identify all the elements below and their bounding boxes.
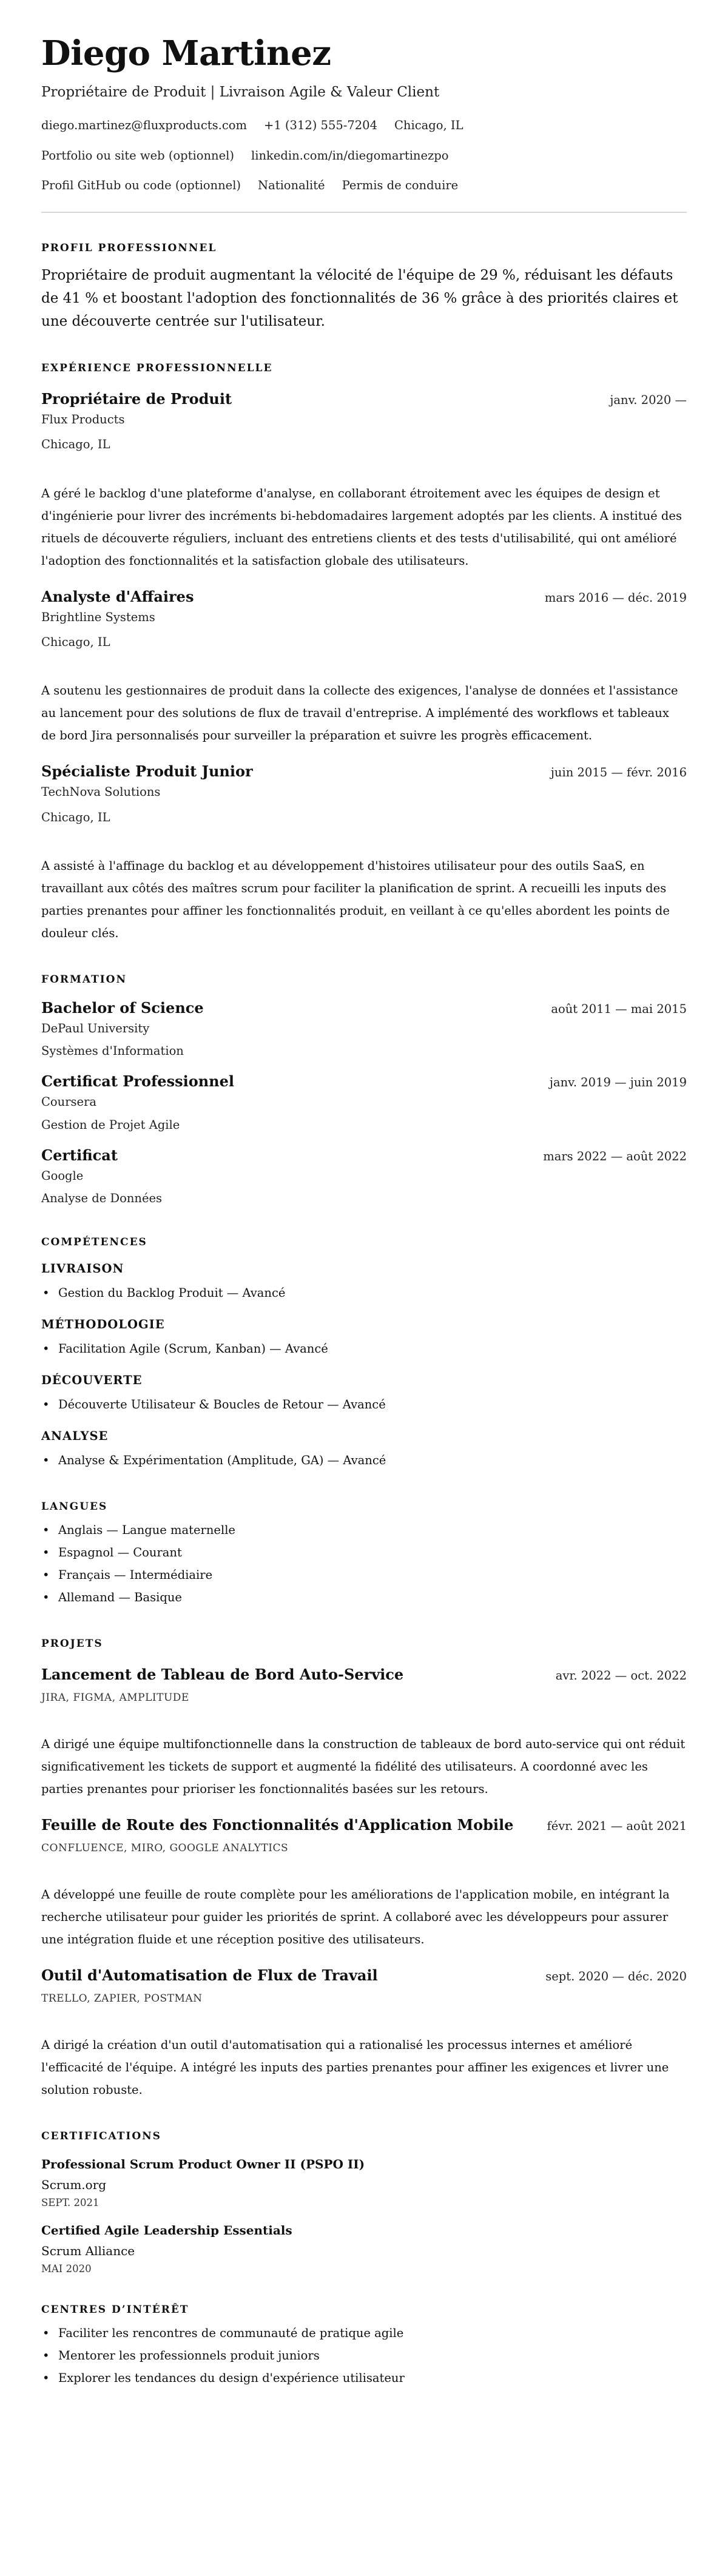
project-dates: sept. 2020 — déc. 2020: [545, 1969, 687, 1983]
languages-list: [41, 1519, 687, 1609]
job-description: A géré le backlog d'une plateforme d'analyse, en collaborant étroitement avec les équipes de design et d'ingénierie pour livrer des incréments bi-hebdomadaires largement adoptés par les clients. A institué des rituels de découverte réguliers, incluant des entretiens clients et des tests d'utilisabilité, qui ont amélioré l'adoption des fonctionnalités et la satisfaction globale des utilisateurs.: [41, 486, 682, 568]
entry-header: [41, 1816, 687, 1834]
language-item: • Allemand — Basique: [41, 1586, 687, 1609]
entry-header: [41, 1072, 687, 1090]
project-entry: [41, 1966, 687, 2101]
candidate-name: Diego Martinez: [41, 33, 331, 73]
skill-category: MÉTHODOLOGIE: [41, 1317, 165, 1331]
experience-entry: [41, 390, 687, 572]
education-dates: janv. 2019 — juin 2019: [549, 1075, 687, 1090]
job-title: Propriétaire de Produit: [41, 390, 232, 408]
experience-section: [41, 362, 687, 944]
certification-name: Certified Agile Leadership Essentials: [41, 2222, 292, 2238]
section-title: PROFIL PROFESSIONNEL: [41, 242, 217, 255]
language-item: • Français — Intermédiaire: [41, 1564, 687, 1586]
summary-text: Propriétaire de produit augmentant la vélocité de l'équipe de 29 %, réduisant les défauts de 41 % et boostant l'adoption des fonctionnalités de 36 % grâce à des priorités claires et une découverte centrée sur l'utilisateur.: [41, 267, 678, 330]
company-name: Brightline Systems: [41, 610, 155, 624]
job-dates: juin 2015 — févr. 2016: [550, 765, 687, 780]
contact-row: [41, 176, 687, 195]
entry-header: [41, 1666, 687, 1683]
skill-list: [41, 1337, 687, 1360]
experience-entry: [41, 762, 687, 944]
contact-item: diego.martinez@fluxproducts.com: [41, 118, 247, 133]
experience-entry: [41, 588, 687, 747]
skill-item: • Facilitation Agile (Scrum, Kanban) — Avancé: [41, 1337, 687, 1360]
job-location: Chicago, IL: [41, 437, 110, 452]
contact-item: Portfolio ou site web (optionnel): [41, 148, 234, 163]
field-of-study: Analyse de Données: [41, 1191, 163, 1206]
field-of-study: Gestion de Projet Agile: [41, 1117, 180, 1132]
degree: Certificat Professionnel: [41, 1072, 234, 1091]
languages-section: [41, 1501, 687, 1609]
interest-item: • Explorer les tendances du design d'expérience utilisateur: [41, 2367, 687, 2389]
interest-item: • Faciliter les rencontres de communauté de pratique agile: [41, 2322, 687, 2344]
skill-item: • Découverte Utilisateur & Boucles de Retour — Avancé: [41, 1393, 687, 1416]
education-section: [41, 974, 687, 1207]
resume-header: [41, 35, 687, 195]
summary-section: [41, 242, 687, 333]
job-location: Chicago, IL: [41, 810, 110, 824]
certification-entry: [41, 2223, 687, 2275]
job-title: Analyste d'Affaires: [41, 587, 194, 605]
job-description: A soutenu les gestionnaires de produit dans la collecte des exigences, l'analyse de données et l'assistance au lancement pour des solutions de flux de travail d'entreprise. A implémenté des workflows et tableaux de bord Jira personnalisés pour surveiller la préparation et suivre les progrès efficacement.: [41, 684, 678, 743]
contact-item: Chicago, IL: [394, 118, 463, 133]
education-entry: [41, 1146, 687, 1207]
entry-header: [41, 1146, 687, 1164]
skill-list: [41, 1282, 687, 1304]
project-tools: JIRA, FIGMA, AMPLITUDE: [41, 1691, 189, 1704]
certification-name: Professional Scrum Product Owner II (PSPO II): [41, 2156, 365, 2171]
project-dates: avr. 2022 — oct. 2022: [555, 1668, 687, 1683]
headline: Propriétaire de Produit | Livraison Agile & Valeur Client: [41, 84, 440, 100]
skill-category: LIVRAISON: [41, 1261, 124, 1276]
project-entry: [41, 1816, 687, 1951]
project-name: Lancement de Tableau de Bord Auto-Service: [41, 1665, 404, 1683]
contact-item: linkedin.com/in/diegomartinezpo: [251, 148, 449, 163]
interests-list: [41, 2322, 687, 2389]
project-description: A développé une feuille de route complète pour les améliorations de l'application mobile, en intégrant la recherche utilisateur pour guider les priorités de sprint. A collaboré avec les développeurs pour assurer une intégration fluide et une réception positive des utilisateurs.: [41, 1887, 670, 1946]
project-tools: CONFLUENCE, MIRO, GOOGLE ANALYTICS: [41, 1841, 289, 1854]
company-name: TechNova Solutions: [41, 785, 161, 799]
header-divider: [41, 212, 687, 213]
language-item: • Anglais — Langue maternelle: [41, 1519, 687, 1541]
skill-item: • Gestion du Backlog Produit — Avancé: [41, 1282, 687, 1304]
project-tools: TRELLO, ZAPIER, POSTMAN: [41, 1992, 203, 2005]
section-title: COMPÉTENCES: [41, 1236, 147, 1248]
skill-list: [41, 1449, 687, 1471]
contact-item: +1 (312) 555-7204: [263, 118, 377, 133]
entry-header: [41, 999, 687, 1017]
skill-category: DÉCOUVERTE: [41, 1373, 143, 1387]
section-title: CENTRES D’INTÉRÊT: [41, 2303, 189, 2316]
company-name: Flux Products: [41, 412, 125, 427]
section-title: LANGUES: [41, 1500, 108, 1513]
section-title: FORMATION: [41, 973, 127, 986]
section-title: PROJETS: [41, 1637, 103, 1650]
entry-header: [41, 1966, 687, 1984]
field-of-study: Systèmes d'Information: [41, 1044, 184, 1058]
contact-item: Profil GitHub ou code (optionnel): [41, 178, 241, 192]
degree: Certificat: [41, 1146, 118, 1165]
certification-date: MAI 2020: [41, 2262, 92, 2275]
job-dates: janv. 2020 —: [610, 393, 687, 408]
entry-header: [41, 588, 687, 605]
job-location: Chicago, IL: [41, 634, 110, 649]
entry-header: [41, 762, 687, 780]
project-description: A dirigé la création d'un outil d'automatisation qui a rationalisé les processus internes et amélioré l'efficacité de l'équipe. A intégré les inputs des parties prenantes pour affiner les exigences et livrer une solution robuste.: [41, 2037, 669, 2097]
section-title: CERTIFICATIONS: [41, 2130, 161, 2142]
contact-item: Permis de conduire: [342, 178, 459, 192]
skills-section: [41, 1236, 687, 1471]
skill-category: ANALYSE: [41, 1428, 109, 1443]
school-name: Google: [41, 1169, 84, 1183]
contact-row: [41, 146, 687, 165]
certification-issuer: Scrum Alliance: [41, 2243, 135, 2258]
project-entry: [41, 1666, 687, 1800]
skill-list: [41, 1393, 687, 1416]
contact-row: [41, 116, 687, 135]
school-name: DePaul University: [41, 1021, 150, 1035]
project-dates: févr. 2021 — août 2021: [547, 1818, 687, 1833]
skill-item: • Analyse & Expérimentation (Amplitude, GA) — Avancé: [41, 1449, 687, 1471]
language-item: • Espagnol — Courant: [41, 1541, 687, 1564]
certifications-section: [41, 2130, 687, 2275]
education-entry: [41, 999, 687, 1060]
degree: Bachelor of Science: [41, 998, 204, 1017]
job-dates: mars 2016 — déc. 2019: [544, 590, 687, 605]
education-dates: août 2011 — mai 2015: [551, 1001, 687, 1016]
job-description: A assisté à l'affinage du backlog et au développement d'histoires utilisateur pour des outils SaaS, en travaillant aux côtés des maîtres scrum pour faciliter la planification de sprint. A recueilli les inputs des parties prenantes pour affiner les fonctionnalités produit, en veillant à ce qu'elles abordent les points de douleur clés.: [41, 858, 670, 940]
project-name: Outil d'Automatisation de Flux de Travail: [41, 1966, 378, 1984]
project-description: A dirigé une équipe multifonctionnelle dans la construction de tableaux de bord auto-service qui ont réduit significativement les tickets de support et augmenté la fidélité des utilisateurs. A coordonné avec les parties prenantes pour prioriser les fonctionnalités basées sur les retours.: [41, 1737, 686, 1796]
interests-section: [41, 2304, 687, 2389]
education-entry: [41, 1072, 687, 1133]
certification-date: SEPT. 2021: [41, 2196, 99, 2208]
job-title: Spécialiste Produit Junior: [41, 762, 253, 781]
section-title: EXPÉRIENCE PROFESSIONNELLE: [41, 362, 273, 375]
interest-item: • Mentorer les professionnels produit juniors: [41, 2344, 687, 2367]
education-dates: mars 2022 — août 2022: [543, 1149, 687, 1164]
contact-item: Nationalité: [258, 178, 325, 192]
entry-header: [41, 390, 687, 408]
projects-section: [41, 1638, 687, 2101]
certification-entry: [41, 2157, 687, 2208]
certification-issuer: Scrum.org: [41, 2177, 107, 2192]
school-name: Coursera: [41, 1095, 97, 1109]
contact-info: [41, 116, 687, 195]
project-name: Feuille de Route des Fonctionnalités d'Application Mobile: [41, 1815, 514, 1834]
